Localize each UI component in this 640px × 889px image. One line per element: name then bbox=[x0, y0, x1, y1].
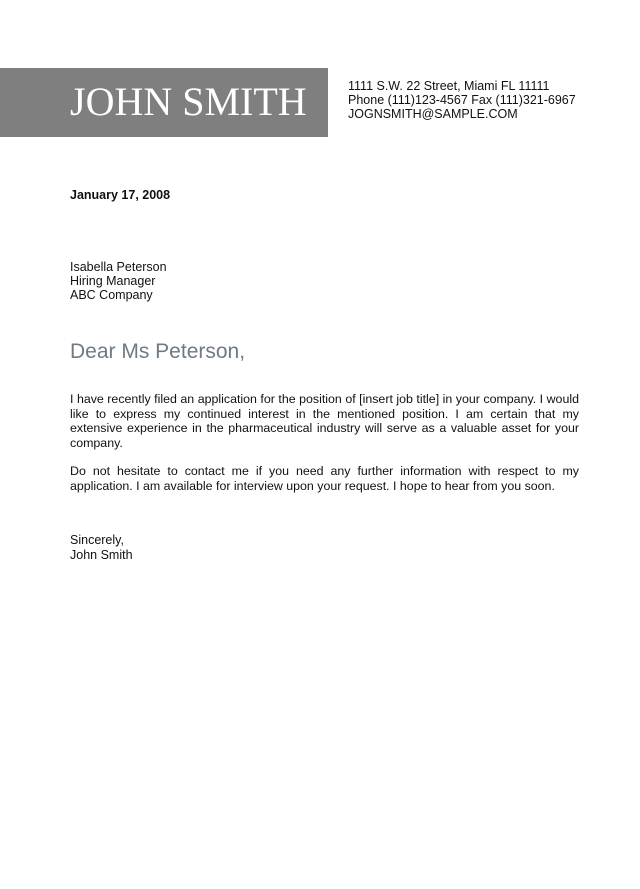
body-paragraph: I have recently filed an application for the position of [insert job title] in your company. I would like to express my continued interest in the mentioned position. I am certain that my extensive experience in the pharmaceutical industry will serve as a valuable asset for your company. bbox=[70, 392, 579, 450]
sender-contact-block bbox=[348, 79, 576, 121]
recipient-name: Isabella Peterson bbox=[70, 260, 167, 274]
body-paragraph: Do not hesitate to contact me if you need any further information with respect to my application. I am available for interview upon your request. I hope to hear from you soon. bbox=[70, 464, 579, 493]
letter-body bbox=[70, 392, 579, 507]
sender-address: 1111 S.W. 22 Street, Miami FL 11111 bbox=[348, 79, 550, 93]
closing-block bbox=[70, 533, 133, 563]
recipient-title: Hiring Manager bbox=[70, 274, 156, 288]
sender-email: JOGNSMITH@SAMPLE.COM bbox=[348, 107, 518, 121]
recipient-block bbox=[70, 260, 167, 302]
salutation: Dear Ms Peterson, bbox=[70, 340, 246, 363]
letter-date: January 17, 2008 bbox=[70, 188, 171, 202]
sender-phone-fax: Phone (111)123-4567 Fax (111)321-6967 bbox=[348, 93, 576, 107]
signature-name: John Smith bbox=[70, 548, 133, 562]
closing-phrase: Sincerely, bbox=[70, 533, 124, 547]
recipient-company: ABC Company bbox=[70, 288, 153, 302]
sender-name: JOHN SMITH bbox=[70, 79, 307, 124]
